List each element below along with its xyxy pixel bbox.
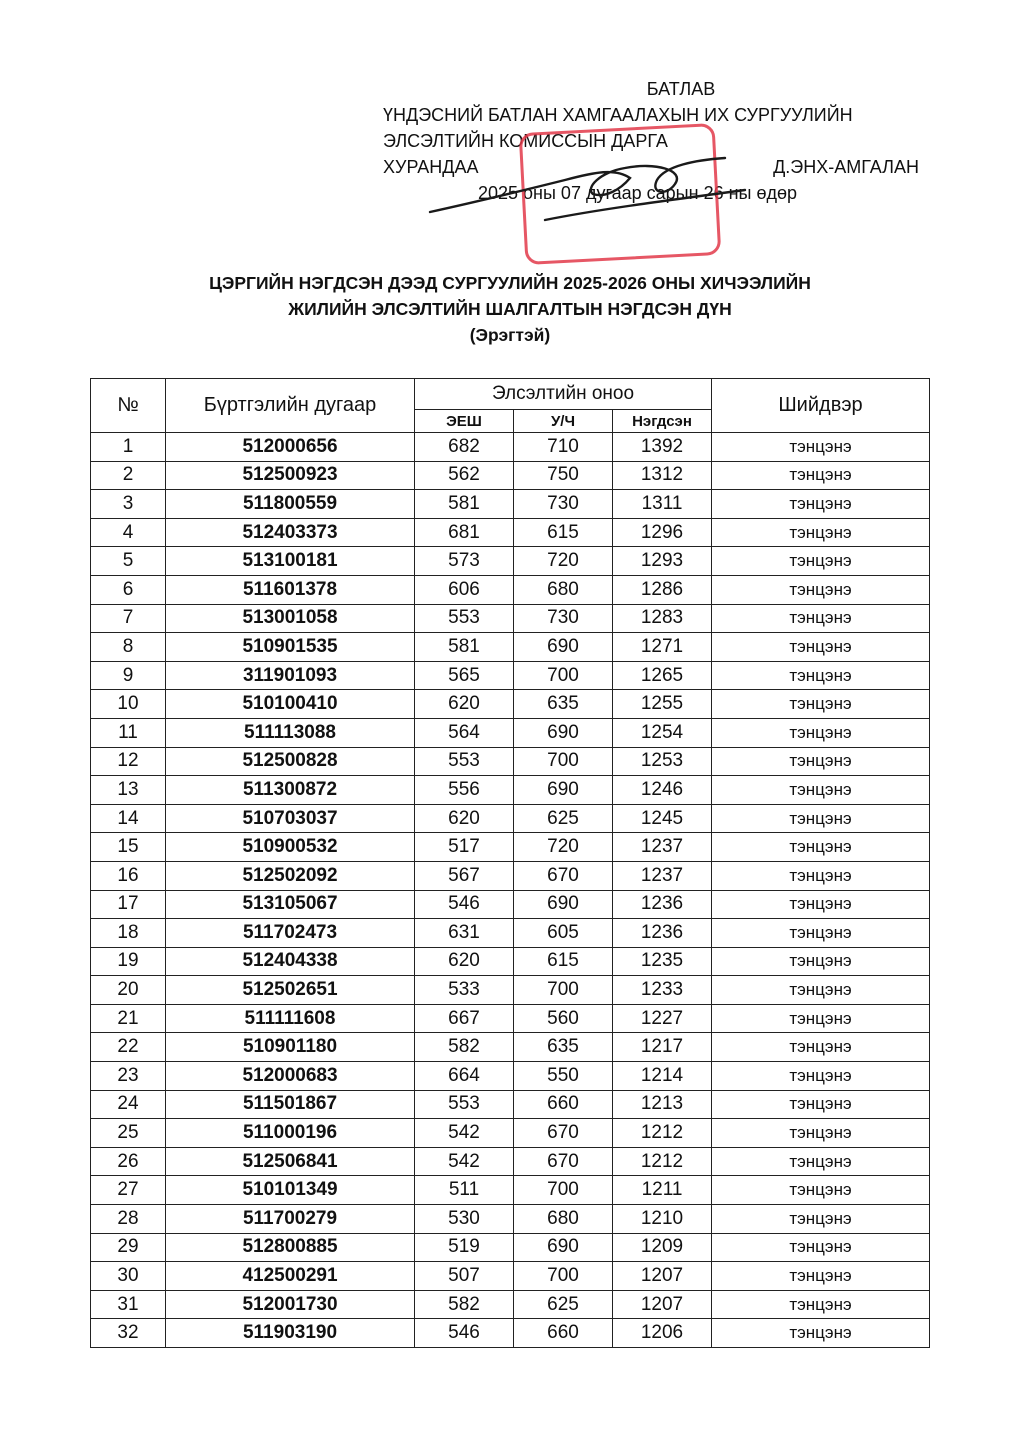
registration-number: 511113088 xyxy=(166,718,415,747)
registration-number: 512000656 xyxy=(166,433,415,462)
uch-score: 750 xyxy=(514,461,613,490)
table-row xyxy=(91,518,930,547)
registration-number: 512000683 xyxy=(166,1062,415,1091)
header-total: Нэгдсэн xyxy=(613,410,712,433)
esh-score: 519 xyxy=(415,1233,514,1262)
decision: тэнцэнэ xyxy=(712,919,930,948)
total-score: 1211 xyxy=(613,1176,712,1205)
decision: тэнцэнэ xyxy=(712,1033,930,1062)
decision: тэнцэнэ xyxy=(712,661,930,690)
registration-number: 513001058 xyxy=(166,604,415,633)
row-number: 20 xyxy=(91,976,166,1005)
total-score: 1312 xyxy=(613,461,712,490)
total-score: 1283 xyxy=(613,604,712,633)
uch-score: 670 xyxy=(514,861,613,890)
decision: тэнцэнэ xyxy=(712,833,930,862)
row-number: 17 xyxy=(91,890,166,919)
decision: тэнцэнэ xyxy=(712,1205,930,1234)
uch-score: 690 xyxy=(514,1233,613,1262)
total-score: 1209 xyxy=(613,1233,712,1262)
registration-number: 510901535 xyxy=(166,633,415,662)
table-row xyxy=(91,1290,930,1319)
document-title-line-1: ЦЭРГИЙН НЭГДСЭН ДЭЭД СУРГУУЛИЙН 2025-2026 ОНЫ ХИЧЭЭЛИЙН xyxy=(209,273,811,293)
table-row xyxy=(91,861,930,890)
table-row xyxy=(91,1004,930,1033)
results-table xyxy=(90,378,930,1348)
decision: тэнцэнэ xyxy=(712,461,930,490)
table-row xyxy=(91,804,930,833)
total-score: 1217 xyxy=(613,1033,712,1062)
uch-score: 660 xyxy=(514,1090,613,1119)
table-row xyxy=(91,490,930,519)
total-score: 1253 xyxy=(613,747,712,776)
registration-number: 511800559 xyxy=(166,490,415,519)
esh-score: 567 xyxy=(415,861,514,890)
row-number: 29 xyxy=(91,1233,166,1262)
table-row xyxy=(91,947,930,976)
table-row xyxy=(91,433,930,462)
registration-number: 512800885 xyxy=(166,1233,415,1262)
total-score: 1271 xyxy=(613,633,712,662)
decision: тэнцэнэ xyxy=(712,518,930,547)
table-row xyxy=(91,776,930,805)
registration-number: 412500291 xyxy=(166,1262,415,1291)
row-number: 3 xyxy=(91,490,166,519)
decision: тэнцэнэ xyxy=(712,861,930,890)
approval-date: 2025 оны 07 дугаар сарын 26 ны өдөр xyxy=(478,183,797,203)
table-row xyxy=(91,1119,930,1148)
esh-score: 631 xyxy=(415,919,514,948)
uch-score: 700 xyxy=(514,976,613,1005)
total-score: 1207 xyxy=(613,1262,712,1291)
row-number: 15 xyxy=(91,833,166,862)
decision: тэнцэнэ xyxy=(712,1147,930,1176)
registration-number: 510703037 xyxy=(166,804,415,833)
uch-score: 635 xyxy=(514,690,613,719)
uch-score: 730 xyxy=(514,490,613,519)
uch-score: 690 xyxy=(514,776,613,805)
decision: тэнцэнэ xyxy=(712,747,930,776)
registration-number: 512001730 xyxy=(166,1290,415,1319)
header-uch: У/Ч xyxy=(514,410,613,433)
approval-name: Д.ЭНХ-АМГАЛАН xyxy=(773,157,919,177)
table-row xyxy=(91,547,930,576)
uch-score: 690 xyxy=(514,718,613,747)
esh-score: 564 xyxy=(415,718,514,747)
total-score: 1213 xyxy=(613,1090,712,1119)
header-decision: Шийдвэр xyxy=(712,379,930,433)
registration-number: 512500828 xyxy=(166,747,415,776)
table-row xyxy=(91,747,930,776)
table-row xyxy=(91,575,930,604)
esh-score: 562 xyxy=(415,461,514,490)
row-number: 11 xyxy=(91,718,166,747)
uch-score: 615 xyxy=(514,518,613,547)
decision: тэнцэнэ xyxy=(712,1233,930,1262)
decision: тэнцэнэ xyxy=(712,947,930,976)
registration-number: 512502651 xyxy=(166,976,415,1005)
table-row xyxy=(91,690,930,719)
total-score: 1254 xyxy=(613,718,712,747)
registration-number: 511000196 xyxy=(166,1119,415,1148)
document-subtitle: (Эрэгтэй) xyxy=(469,325,551,345)
total-score: 1392 xyxy=(613,433,712,462)
uch-score: 700 xyxy=(514,661,613,690)
uch-score: 605 xyxy=(514,919,613,948)
table-row xyxy=(91,1033,930,1062)
decision: тэнцэнэ xyxy=(712,976,930,1005)
esh-score: 581 xyxy=(415,490,514,519)
header-esh: ЭЕШ xyxy=(415,410,514,433)
row-number: 4 xyxy=(91,518,166,547)
uch-score: 710 xyxy=(514,433,613,462)
approval-line-2: ЭЛСЭЛТИЙН КОМИССЫН ДАРГА xyxy=(383,131,668,151)
uch-score: 700 xyxy=(514,1262,613,1291)
uch-score: 680 xyxy=(514,575,613,604)
total-score: 1293 xyxy=(613,547,712,576)
total-score: 1296 xyxy=(613,518,712,547)
esh-score: 553 xyxy=(415,747,514,776)
total-score: 1235 xyxy=(613,947,712,976)
registration-number: 511501867 xyxy=(166,1090,415,1119)
total-score: 1233 xyxy=(613,976,712,1005)
total-score: 1255 xyxy=(613,690,712,719)
table-row xyxy=(91,461,930,490)
esh-score: 542 xyxy=(415,1119,514,1148)
esh-score: 620 xyxy=(415,804,514,833)
total-score: 1246 xyxy=(613,776,712,805)
row-number: 6 xyxy=(91,575,166,604)
row-number: 23 xyxy=(91,1062,166,1091)
row-number: 12 xyxy=(91,747,166,776)
uch-score: 560 xyxy=(514,1004,613,1033)
uch-score: 690 xyxy=(514,890,613,919)
esh-score: 553 xyxy=(415,604,514,633)
table-row xyxy=(91,1319,930,1348)
decision: тэнцэнэ xyxy=(712,1062,930,1091)
decision: тэнцэнэ xyxy=(712,1119,930,1148)
table-row xyxy=(91,1205,930,1234)
table-row xyxy=(91,1090,930,1119)
registration-number: 511300872 xyxy=(166,776,415,805)
decision: тэнцэнэ xyxy=(712,890,930,919)
decision: тэнцэнэ xyxy=(712,433,930,462)
decision: тэнцэнэ xyxy=(712,1290,930,1319)
decision: тэнцэнэ xyxy=(712,1262,930,1291)
total-score: 1237 xyxy=(613,833,712,862)
esh-score: 556 xyxy=(415,776,514,805)
registration-number: 512404338 xyxy=(166,947,415,976)
table-row xyxy=(91,1176,930,1205)
registration-number: 311901093 xyxy=(166,661,415,690)
row-number: 2 xyxy=(91,461,166,490)
registration-number: 512502092 xyxy=(166,861,415,890)
table-row xyxy=(91,919,930,948)
esh-score: 682 xyxy=(415,433,514,462)
row-number: 21 xyxy=(91,1004,166,1033)
row-number: 32 xyxy=(91,1319,166,1348)
decision: тэнцэнэ xyxy=(712,718,930,747)
registration-number: 510900532 xyxy=(166,833,415,862)
total-score: 1236 xyxy=(613,890,712,919)
table-row xyxy=(91,1262,930,1291)
esh-score: 582 xyxy=(415,1290,514,1319)
total-score: 1265 xyxy=(613,661,712,690)
registration-number: 510101349 xyxy=(166,1176,415,1205)
row-number: 1 xyxy=(91,433,166,462)
uch-score: 730 xyxy=(514,604,613,633)
decision: тэнцэнэ xyxy=(712,804,930,833)
total-score: 1236 xyxy=(613,919,712,948)
esh-score: 573 xyxy=(415,547,514,576)
header-score-group: Элсэлтийн оноо xyxy=(415,379,712,410)
esh-score: 620 xyxy=(415,947,514,976)
uch-score: 720 xyxy=(514,547,613,576)
row-number: 27 xyxy=(91,1176,166,1205)
registration-number: 511700279 xyxy=(166,1205,415,1234)
row-number: 14 xyxy=(91,804,166,833)
uch-score: 550 xyxy=(514,1062,613,1091)
registration-number: 511601378 xyxy=(166,575,415,604)
uch-score: 670 xyxy=(514,1119,613,1148)
table-row xyxy=(91,718,930,747)
total-score: 1206 xyxy=(613,1319,712,1348)
esh-score: 533 xyxy=(415,976,514,1005)
row-number: 19 xyxy=(91,947,166,976)
registration-number: 510100410 xyxy=(166,690,415,719)
esh-score: 620 xyxy=(415,690,514,719)
table-row xyxy=(91,1147,930,1176)
total-score: 1212 xyxy=(613,1119,712,1148)
table-row xyxy=(91,661,930,690)
total-score: 1227 xyxy=(613,1004,712,1033)
table-row xyxy=(91,604,930,633)
total-score: 1210 xyxy=(613,1205,712,1234)
row-number: 16 xyxy=(91,861,166,890)
row-number: 8 xyxy=(91,633,166,662)
esh-score: 681 xyxy=(415,518,514,547)
approval-line-1: ҮНДЭСНИЙ БАТЛАН ХАМГААЛАХЫН ИХ СУРГУУЛИЙН xyxy=(383,105,853,125)
table-row xyxy=(91,976,930,1005)
esh-score: 667 xyxy=(415,1004,514,1033)
row-number: 13 xyxy=(91,776,166,805)
document-title-line-2: ЖИЛИЙН ЭЛСЭЛТИЙН ШАЛГАЛТЫН НЭГДСЭН ДҮН xyxy=(288,299,732,319)
esh-score: 581 xyxy=(415,633,514,662)
uch-score: 690 xyxy=(514,633,613,662)
esh-score: 582 xyxy=(415,1033,514,1062)
registration-number: 512500923 xyxy=(166,461,415,490)
decision: тэнцэнэ xyxy=(712,633,930,662)
esh-score: 606 xyxy=(415,575,514,604)
total-score: 1311 xyxy=(613,490,712,519)
uch-score: 635 xyxy=(514,1033,613,1062)
uch-score: 720 xyxy=(514,833,613,862)
document-title xyxy=(100,270,920,348)
total-score: 1212 xyxy=(613,1147,712,1176)
row-number: 7 xyxy=(91,604,166,633)
row-number: 10 xyxy=(91,690,166,719)
total-score: 1245 xyxy=(613,804,712,833)
total-score: 1207 xyxy=(613,1290,712,1319)
results-table-body xyxy=(91,433,930,1348)
uch-score: 615 xyxy=(514,947,613,976)
uch-score: 625 xyxy=(514,1290,613,1319)
decision: тэнцэнэ xyxy=(712,776,930,805)
esh-score: 546 xyxy=(415,890,514,919)
registration-number: 512506841 xyxy=(166,1147,415,1176)
esh-score: 553 xyxy=(415,1090,514,1119)
row-number: 31 xyxy=(91,1290,166,1319)
registration-number: 513105067 xyxy=(166,890,415,919)
esh-score: 664 xyxy=(415,1062,514,1091)
registration-number: 511111608 xyxy=(166,1004,415,1033)
uch-score: 625 xyxy=(514,804,613,833)
decision: тэнцэнэ xyxy=(712,1004,930,1033)
row-number: 30 xyxy=(91,1262,166,1291)
registration-number: 510901180 xyxy=(166,1033,415,1062)
total-score: 1214 xyxy=(613,1062,712,1091)
row-number: 26 xyxy=(91,1147,166,1176)
registration-number: 511903190 xyxy=(166,1319,415,1348)
registration-number: 511702473 xyxy=(166,919,415,948)
table-row xyxy=(91,890,930,919)
decision: тэнцэнэ xyxy=(712,1090,930,1119)
uch-score: 700 xyxy=(514,1176,613,1205)
signature xyxy=(425,150,755,230)
uch-score: 700 xyxy=(514,747,613,776)
row-number: 9 xyxy=(91,661,166,690)
approval-rank: ХУРАНДАА xyxy=(383,157,479,177)
row-number: 25 xyxy=(91,1119,166,1148)
decision: тэнцэнэ xyxy=(712,604,930,633)
esh-score: 511 xyxy=(415,1176,514,1205)
table-row xyxy=(91,1062,930,1091)
decision: тэнцэнэ xyxy=(712,1176,930,1205)
total-score: 1286 xyxy=(613,575,712,604)
table-row xyxy=(91,833,930,862)
row-number: 22 xyxy=(91,1033,166,1062)
row-number: 24 xyxy=(91,1090,166,1119)
uch-score: 670 xyxy=(514,1147,613,1176)
total-score: 1237 xyxy=(613,861,712,890)
registration-number: 512403373 xyxy=(166,518,415,547)
table-row xyxy=(91,633,930,662)
decision: тэнцэнэ xyxy=(712,690,930,719)
uch-score: 660 xyxy=(514,1319,613,1348)
esh-score: 507 xyxy=(415,1262,514,1291)
esh-score: 546 xyxy=(415,1319,514,1348)
header-registration: Бүртгэлийн дугаар xyxy=(166,379,415,433)
row-number: 18 xyxy=(91,919,166,948)
esh-score: 517 xyxy=(415,833,514,862)
esh-score: 565 xyxy=(415,661,514,690)
row-number: 5 xyxy=(91,547,166,576)
table-row xyxy=(91,1233,930,1262)
uch-score: 680 xyxy=(514,1205,613,1234)
row-number: 28 xyxy=(91,1205,166,1234)
decision: тэнцэнэ xyxy=(712,547,930,576)
esh-score: 542 xyxy=(415,1147,514,1176)
esh-score: 530 xyxy=(415,1205,514,1234)
approval-title: БАТЛАВ xyxy=(646,79,716,99)
decision: тэнцэнэ xyxy=(712,490,930,519)
header-no: № xyxy=(91,379,166,433)
decision: тэнцэнэ xyxy=(712,575,930,604)
registration-number: 513100181 xyxy=(166,547,415,576)
decision: тэнцэнэ xyxy=(712,1319,930,1348)
